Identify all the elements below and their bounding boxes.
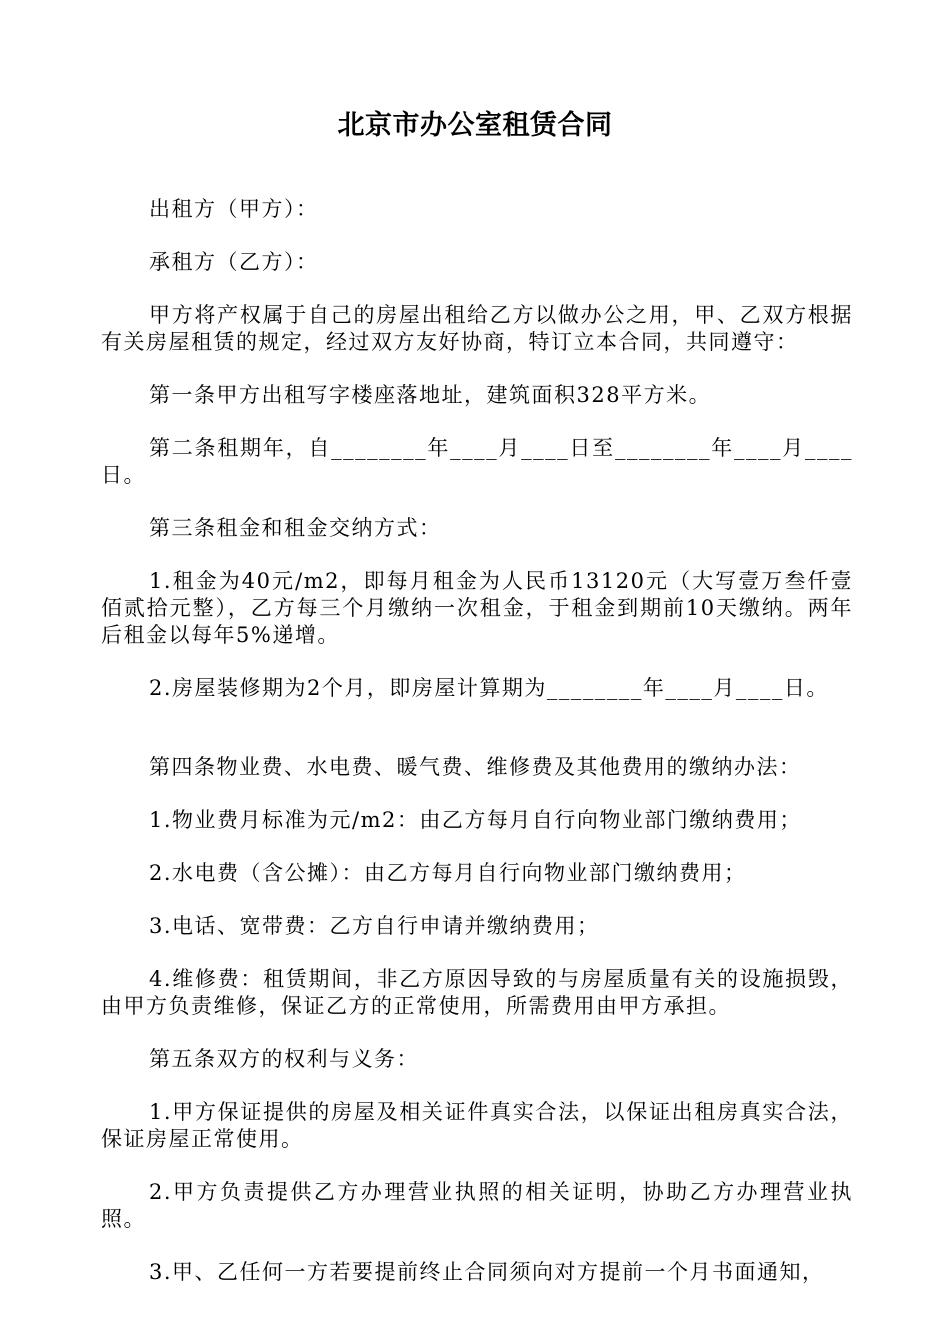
paragraph-article-5-item-3: 3.甲、乙任何一方若要提前终止合同须向对方提前一个月书面通知，: [149, 1260, 825, 1284]
paragraph-article-5: 第五条双方的权利与义务：: [149, 1047, 419, 1071]
paragraph-article-4-item-4: 4.维修费：租赁期间，非乙方原因导致的与房屋质量有关的设施损毁，由甲方负责维修，保证乙方的正常使用，所需费用由甲方承担。: [101, 967, 853, 1018]
paragraph-article-3: 第三条租金和租金交纳方式：: [149, 516, 442, 540]
paragraph-article-4-item-1: 1.物业费月标准为元/m2：由乙方每月自行向物业部门缴纳费用；: [149, 808, 802, 832]
paragraph-article-5-item-1: 1.甲方保证提供的房屋及相关证件真实合法，以保证出租房真实合法，保证房屋正常使用。: [101, 1100, 853, 1151]
paragraph-article-4-item-2: 2.水电费（含公摊）：由乙方每月自行向物业部门缴纳费用；: [149, 861, 747, 885]
paragraph-preamble: 甲方将产权属于自己的房屋出租给乙方以做办公之用，甲、乙双方根据有关房屋租赁的规定，经过双方友好协商，特订立本合同，共同遵守：: [101, 303, 853, 354]
paragraph-article-4-item-3: 3.电话、宽带费：乙方自行申请并缴纳费用；: [149, 914, 600, 938]
paragraph-article-3-item-1: 1.租金为40元/m2，即每月租金为人民币13120元（大写壹万叁仟壹佰贰拾元整），乙方每三个月缴纳一次租金，于租金到期前10天缴纳。两年后租金以每年5%递增。: [101, 569, 853, 647]
paragraph-lessor: 出租方（甲方）：: [149, 197, 319, 221]
document-body: [101, 196, 853, 1286]
document-title: 北京市办公室租赁合同: [337, 110, 613, 141]
paragraph-article-5-item-2: 2.甲方负责提供乙方办理营业执照的相关证明，协助乙方办理营业执照。: [101, 1180, 853, 1231]
paragraph-lessee: 承租方（乙方）：: [149, 250, 319, 274]
paragraph-article-3-item-2: 2.房屋装修期为2个月，即房屋计算期为________年____月____日。: [149, 676, 829, 700]
paragraph-article-1: 第一条甲方出租写字楼座落地址，建筑面积328平方米。: [149, 383, 712, 407]
paragraph-article-2: 第二条租期年，自________年____月____日至________年____月____日。: [101, 436, 853, 487]
paragraph-article-4: 第四条物业费、水电费、暖气费、维修费及其他费用的缴纳办法：: [149, 755, 802, 779]
